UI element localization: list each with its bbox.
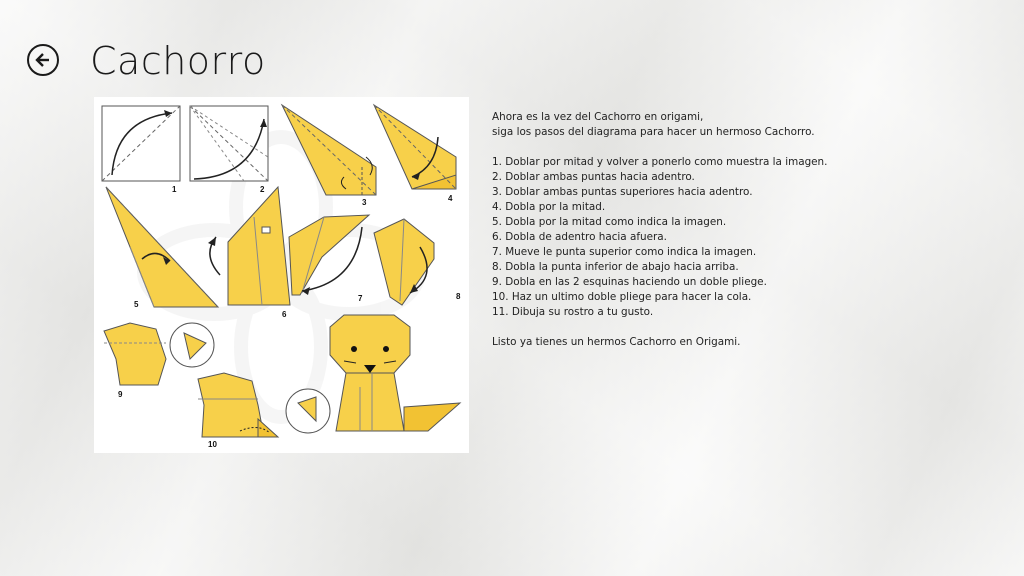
step-5-figure xyxy=(106,187,218,307)
list-item: 10. Haz un ultimo doble pliege para hacer la cola. xyxy=(492,291,752,303)
list-item: 2. Doblar ambas puntas hacia adentro. xyxy=(492,171,695,183)
list-item: 3. Doblar ambas puntas superiores hacia adentro. xyxy=(492,186,753,198)
list-item: 9. Dobla en las 2 esquinas haciendo un doble pliege. xyxy=(492,276,767,288)
steps-list xyxy=(492,155,992,320)
list-item: 5. Dobla por la mitad como indica la imagen. xyxy=(492,216,727,228)
list-item: 1. Doblar por mitad y volver a ponerlo como muestra la imagen. xyxy=(492,156,828,168)
step-2-figure xyxy=(190,106,268,181)
step-number-6: 6 xyxy=(282,310,287,319)
list-item: 7. Mueve le punta superior como indica la imagen. xyxy=(492,246,757,258)
intro-line-2: siga los pasos del diagrama para hacer un hermoso Cachorro. xyxy=(492,126,815,138)
step-number-7: 7 xyxy=(358,294,363,303)
list-item: 8. Dobla la punta inferior de abajo hacia arriba. xyxy=(492,261,739,273)
finished-cachorro-figure xyxy=(330,315,460,431)
intro-line-1: Ahora es la vez del Cachorro en origami, xyxy=(492,111,704,123)
back-button[interactable] xyxy=(27,44,59,76)
step-8-figure xyxy=(374,219,434,305)
list-item: 11. Dibuja su rostro a tu gusto. xyxy=(492,306,654,318)
list-item: 6. Dobla de adentro hacia afuera. xyxy=(492,231,667,243)
page-title: Cachorro xyxy=(90,39,266,83)
origami-diagram xyxy=(94,97,469,453)
step-6-figure xyxy=(208,187,290,305)
step-number-10: 10 xyxy=(208,440,217,449)
closing-text: Listo ya tienes un hermos Cachorro en Origami. xyxy=(492,336,741,348)
instructions-panel xyxy=(492,110,992,350)
step-number-3: 3 xyxy=(362,198,367,207)
arrow-left-circle-icon xyxy=(34,51,52,69)
step-1-figure xyxy=(102,106,180,181)
step-9-figure xyxy=(104,323,214,385)
step-number-5: 5 xyxy=(134,300,139,309)
list-item: 4. Dobla por la mitad. xyxy=(492,201,606,213)
step-number-9: 9 xyxy=(118,390,123,399)
intro-text xyxy=(492,110,992,140)
step-3-figure xyxy=(282,105,376,195)
step-number-2: 2 xyxy=(260,185,265,194)
step-4-figure xyxy=(374,105,456,189)
step-number-4: 4 xyxy=(448,194,453,203)
origami-diagram-svg xyxy=(94,97,469,453)
step-number-8: 8 xyxy=(456,292,461,301)
step-number-1: 1 xyxy=(172,185,177,194)
